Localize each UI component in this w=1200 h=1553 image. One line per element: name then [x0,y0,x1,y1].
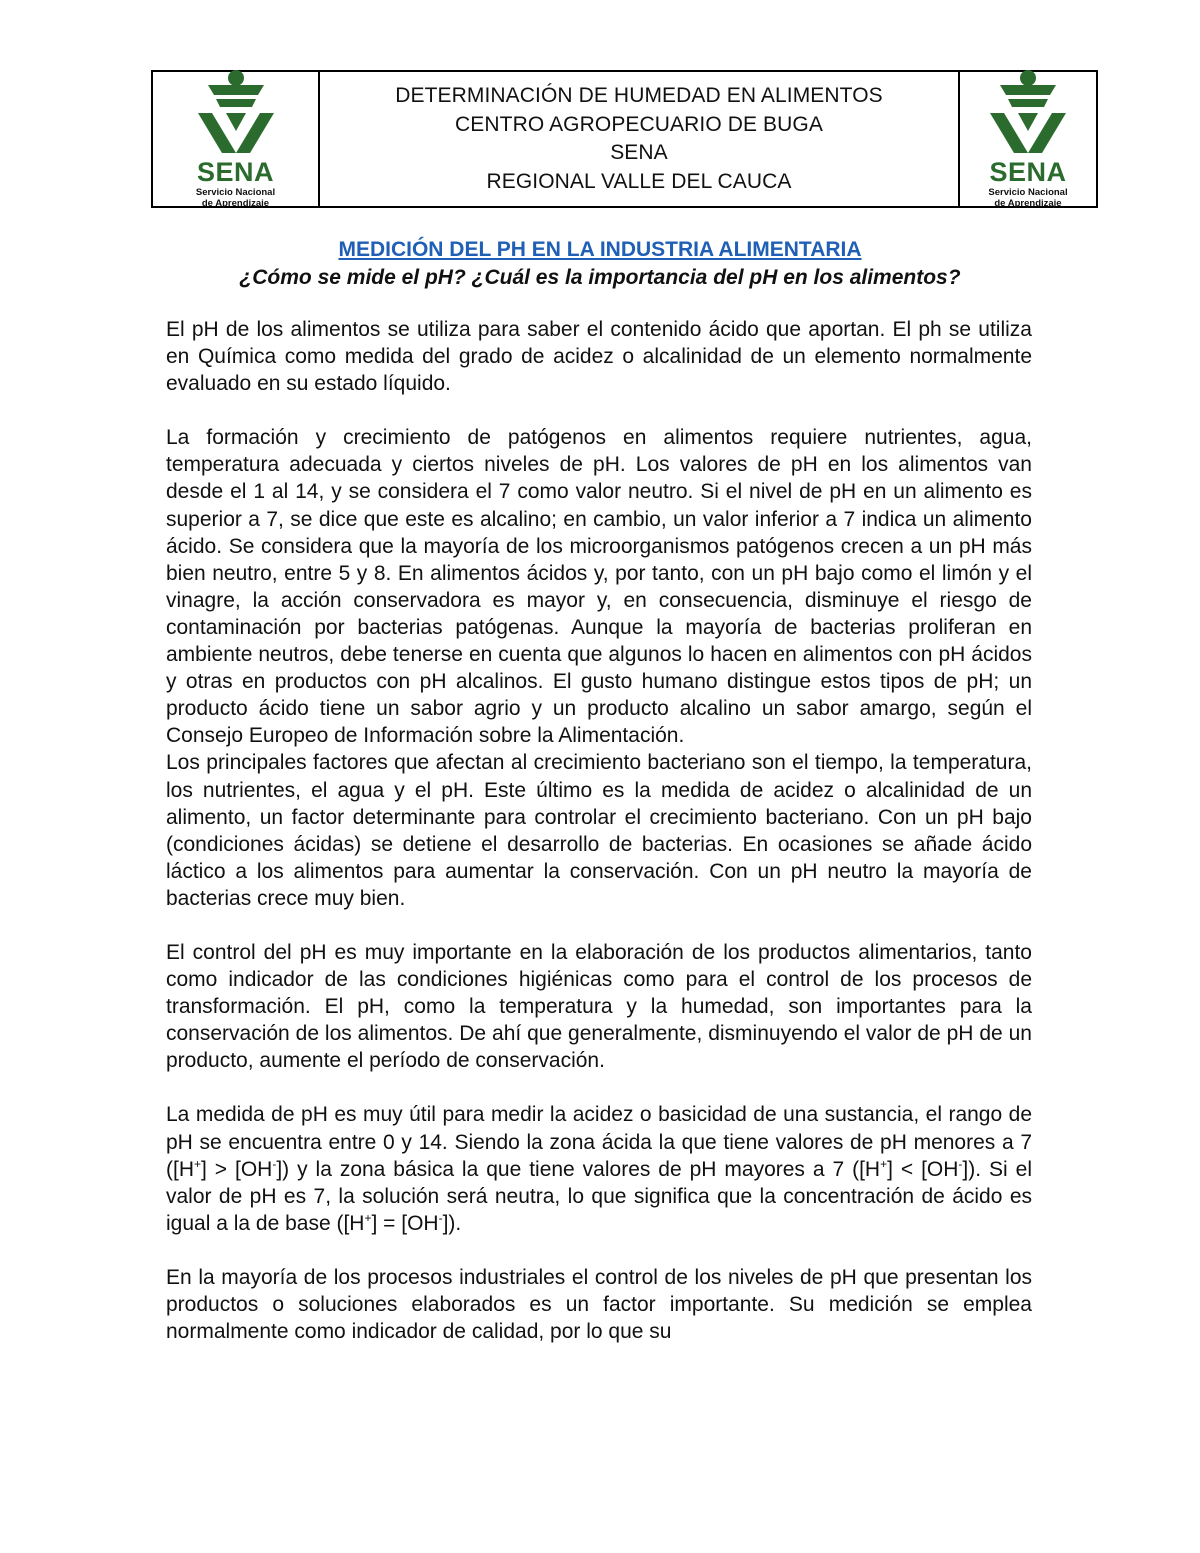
p5-text-6: ] = [OH [371,1211,439,1235]
superscript-plus: + [364,1210,372,1225]
p5-text-3: ]) y la zona básica la que tiene valores de pH mayores a 7 ([H [276,1157,881,1181]
paragraph-4: El control del pH es muy importante en la elaboración de los productos alimentarios, tanto como indicador de las condiciones higiénicas como para el control de los procesos de transformación. El pH, como la temperatura y la humedad, son importantes para la conservación de los alimentos. De ahí que generalmente, disminuyendo el valor de pH de un producto, aumente el período de conservación. [166,940,1032,1073]
document-body [166,316,1032,1345]
p5-text-5: ]). Si el valor de pH es 7, la solución será neutra, lo que significa que la concentración de ácido es igual a la de base ([H [166,1157,1032,1235]
paragraph-3: Los principales factores que afectan al crecimiento bacteriano son el tiempo, la temperatura, los nutrientes, el agua y el pH. Este último es la medida de acidez o alcalinidad de un alimento, un factor determinante para controlar el crecimiento bacteriano. Con un pH bajo (condiciones ácidas) se detiene el desarrollo de bacterias. En ocasiones se añade ácido láctico a los alimentos para aumentar la conservación. Con un pH neutro la mayoría de bacterias crece muy bien. [166,751,1032,910]
logo-subtitle-1: Servicio Nacional [195,187,276,198]
superscript-minus: - [272,1156,277,1171]
header-line-2: CENTRO AGROPECUARIO DE BUGA [455,112,823,136]
sena-emblem-icon [194,69,278,157]
document-subtitle: ¿Cómo se mide el pH? ¿Cuál es la importancia del pH en los alimentos? [239,266,961,289]
p5-text-1: La medida de pH es muy útil para medir la acidez o basicidad de una sustancia, el rango de pH se encuentra entre 0 y 14. Siendo la zona ácida la que tiene valores de pH menores a 7 ([H [166,1103,1032,1181]
logo-cell-right [958,72,1096,209]
sena-logo-right [986,69,1070,209]
paragraph-1: El pH de los alimentos se utiliza para saber el contenido ácido que aportan. El ph se utiliza en Química como medida del grado de acidez o alcalinidad de un elemento normalmente evaluado en su estado líquido. [166,318,1032,396]
header-line-3: SENA [610,141,668,164]
logo-cell-left [153,72,320,209]
sena-logo-left [194,69,278,209]
header-table [151,70,1098,208]
logo-word: SENA [989,157,1067,187]
paragraph-5 [166,1101,1032,1236]
paragraph-2: La formación y crecimiento de patógenos en alimentos requiere nutrientes, agua, temperatura adecuada y ciertos niveles de pH. Los valores de pH en los alimentos van desde el 1 al 14, y se considera el 7 como valor neutro. Si el nivel de pH en un alimento es superior a 7, se dice que este es alcalino; en cambio, un valor inferior a 7 indica un alimento ácido. Se considera que la mayoría de los microorganismos patógenos crecen a un pH más bien neutro, entre 5 y 8. En alimentos ácidos y, por tanto, con un pH bajo como el limón y el vinagre, la acción conservadora es mayor y, en consecuencia, disminuye el riesgo de contaminación por bacterias patógenas. Aunque la mayoría de bacterias proliferan en ambiente neutros, debe tenerse en cuenta que algunos lo hacen en alimentos con pH ácidos y otras en productos con pH alcalinos. El gusto humano distingue estos tipos de pH; un producto ácido tiene un sabor agrio y un producto alcalino un sabor amargo, según el Consejo Europeo de Información sobre la Alimentación. [166,426,1032,748]
header-line-1: DETERMINACIÓN DE HUMEDAD EN ALIMENTOS [395,84,883,107]
logo-subtitle-1: Servicio Nacional [988,187,1068,198]
logo-word: SENA [196,157,274,187]
p5-text-7: ]). [442,1211,462,1235]
document-title: MEDICIÓN DEL PH EN LA INDUSTRIA ALIMENTARIA [338,238,862,261]
p5-text-2: ] > [OH [201,1157,273,1181]
p5-text-4: ] < [OH [887,1157,959,1181]
paragraph-6: En la mayoría de los procesos industriales el control de los niveles de pH que presentan los productos o soluciones elaborados es un factor importante. Su medición se emplea normalmente como indicador de calidad, por lo que su [166,1265,1032,1344]
sena-emblem-icon [986,69,1070,157]
superscript-plus: + [194,1156,202,1171]
header-title-block [320,72,958,206]
logo-subtitle-2: de Aprendizaje [201,198,270,209]
superscript-minus: - [958,1156,963,1171]
header-line-4: REGIONAL VALLE DEL CAUCA [486,169,792,193]
superscript-plus: + [880,1156,888,1171]
logo-subtitle-2: de Aprendizaje [994,198,1062,209]
superscript-minus: - [438,1210,443,1225]
